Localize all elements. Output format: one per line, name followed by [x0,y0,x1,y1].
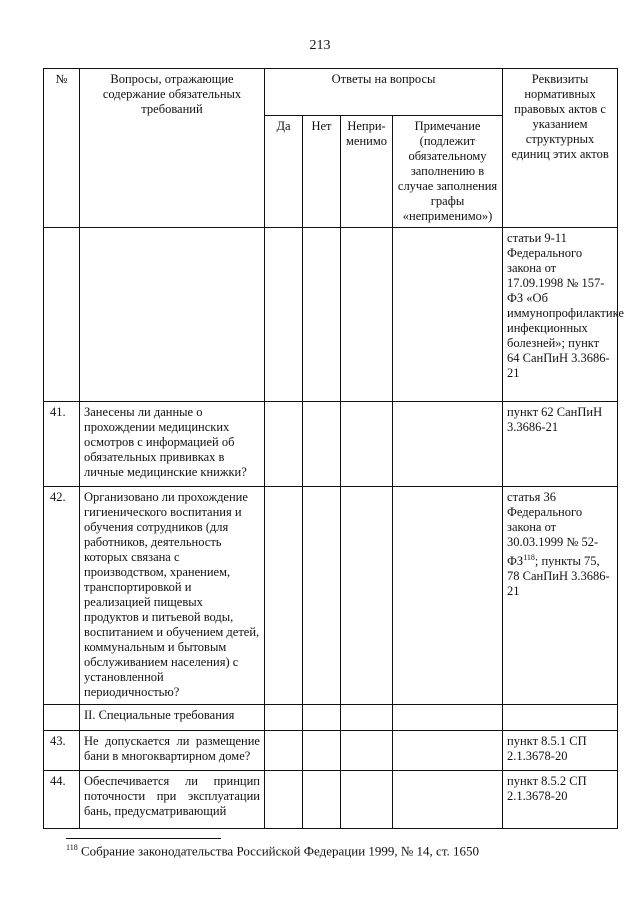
answer-note-cell[interactable] [393,731,503,771]
row-requisites: пункт 8.5.2 СП 2.1.3678-20 [503,771,618,829]
answer-note-cell[interactable] [393,402,503,487]
table-row [44,487,618,705]
header-num: № [44,69,80,228]
answer-note-cell[interactable] [393,487,503,705]
answer-no-cell[interactable] [303,771,341,829]
table-row [44,731,618,771]
answer-yes-cell[interactable] [265,228,303,402]
row-question: Не допускается ли размещение бани в многоквартирном доме? [80,731,265,771]
row-requisites: пункт 62 СанПиН 3.3686-21 [503,402,618,487]
header-na: Непри-менимо [341,116,393,228]
row-question [80,228,265,402]
requisites-text: статья 36 Федерального закона от 30.03.1999 № 52-ФЗ [507,490,599,569]
answer-na-cell[interactable] [341,771,393,829]
answer-yes-cell[interactable] [265,402,303,487]
answer-note-cell[interactable] [393,705,503,731]
answer-na-cell[interactable] [341,228,393,402]
row-num [44,228,80,402]
header-note: Примечание (подлежит обязательному заполнению в случае заполнения графы «неприменимо») [393,116,503,228]
answer-no-cell[interactable] [303,705,341,731]
answer-na-cell[interactable] [341,705,393,731]
footnote-text: Собрание законодательства Российской Федерации 1999, № 14, ст. 1650 [80,843,480,859]
row-num: 43. [44,731,80,771]
requisites-text: ; пункты 75, 78 СанПиН 3.3686-21 [507,554,610,599]
answer-na-cell[interactable] [341,487,393,705]
answer-note-cell[interactable] [393,228,503,402]
answer-yes-cell[interactable] [265,731,303,771]
footnote-divider [66,838,221,839]
requirements-table [43,68,624,829]
header-no: Нет [303,116,341,228]
footnote [66,843,479,859]
answer-no-cell[interactable] [303,228,341,402]
row-requisites [503,705,618,731]
header-requisites: Реквизиты нормативных правовых актов с указанием структурных единиц этих актов [503,69,618,228]
answer-yes-cell[interactable] [265,771,303,829]
answer-note-cell[interactable] [393,771,503,829]
row-question: Занесены ли данные о прохождении медицинских осмотров с информацией об обязательных прививках в личные медицинские книжки? [80,402,265,487]
row-num [44,705,80,731]
row-requisites: статьи 9-11 Федерального закона от 17.09.1998 № 157-ФЗ «Об иммунопрофилактике инфекционных болезней»; пункт 64 СанПиН 3.3686-21 [503,228,618,402]
section-row [44,705,618,731]
header-answers: Ответы на вопросы [265,69,503,116]
footnote-ref: 118 [523,553,535,562]
row-num: 41. [44,402,80,487]
answer-na-cell[interactable] [341,731,393,771]
row-num: 42. [44,487,80,705]
header-question: Вопросы, отражающие содержание обязательных требований [80,69,265,228]
answer-no-cell[interactable] [303,731,341,771]
row-requisites [503,487,618,705]
row-requisites: пункт 8.5.1 СП 2.1.3678-20 [503,731,618,771]
table-row [44,402,618,487]
table-header-row [44,69,618,116]
section-title: II. Специальные требования [80,705,265,731]
answer-na-cell[interactable] [341,402,393,487]
row-num: 44. [44,771,80,829]
page-number: 213 [309,38,331,53]
table-row [44,228,618,402]
answer-yes-cell[interactable] [265,487,303,705]
answer-yes-cell[interactable] [265,705,303,731]
answer-no-cell[interactable] [303,402,341,487]
row-question: Обеспечивается ли принцип поточности при эксплуатации бань, предусматривающий [80,771,265,829]
header-yes: Да [265,116,303,228]
footnote-mark: 118 [66,843,78,852]
table-row [44,771,618,829]
answer-no-cell[interactable] [303,487,341,705]
row-question: Организовано ли прохождение гигиенического воспитания и обучения сотрудников (для работников, деятельность которых связана с производством, хранением, транспортировкой и реализацией пищевых продуктов и питьевой воды, воспитанием и обучением детей, коммунальным и бытовым обслуживанием населения) с установленной периодичностью? [80,487,265,705]
